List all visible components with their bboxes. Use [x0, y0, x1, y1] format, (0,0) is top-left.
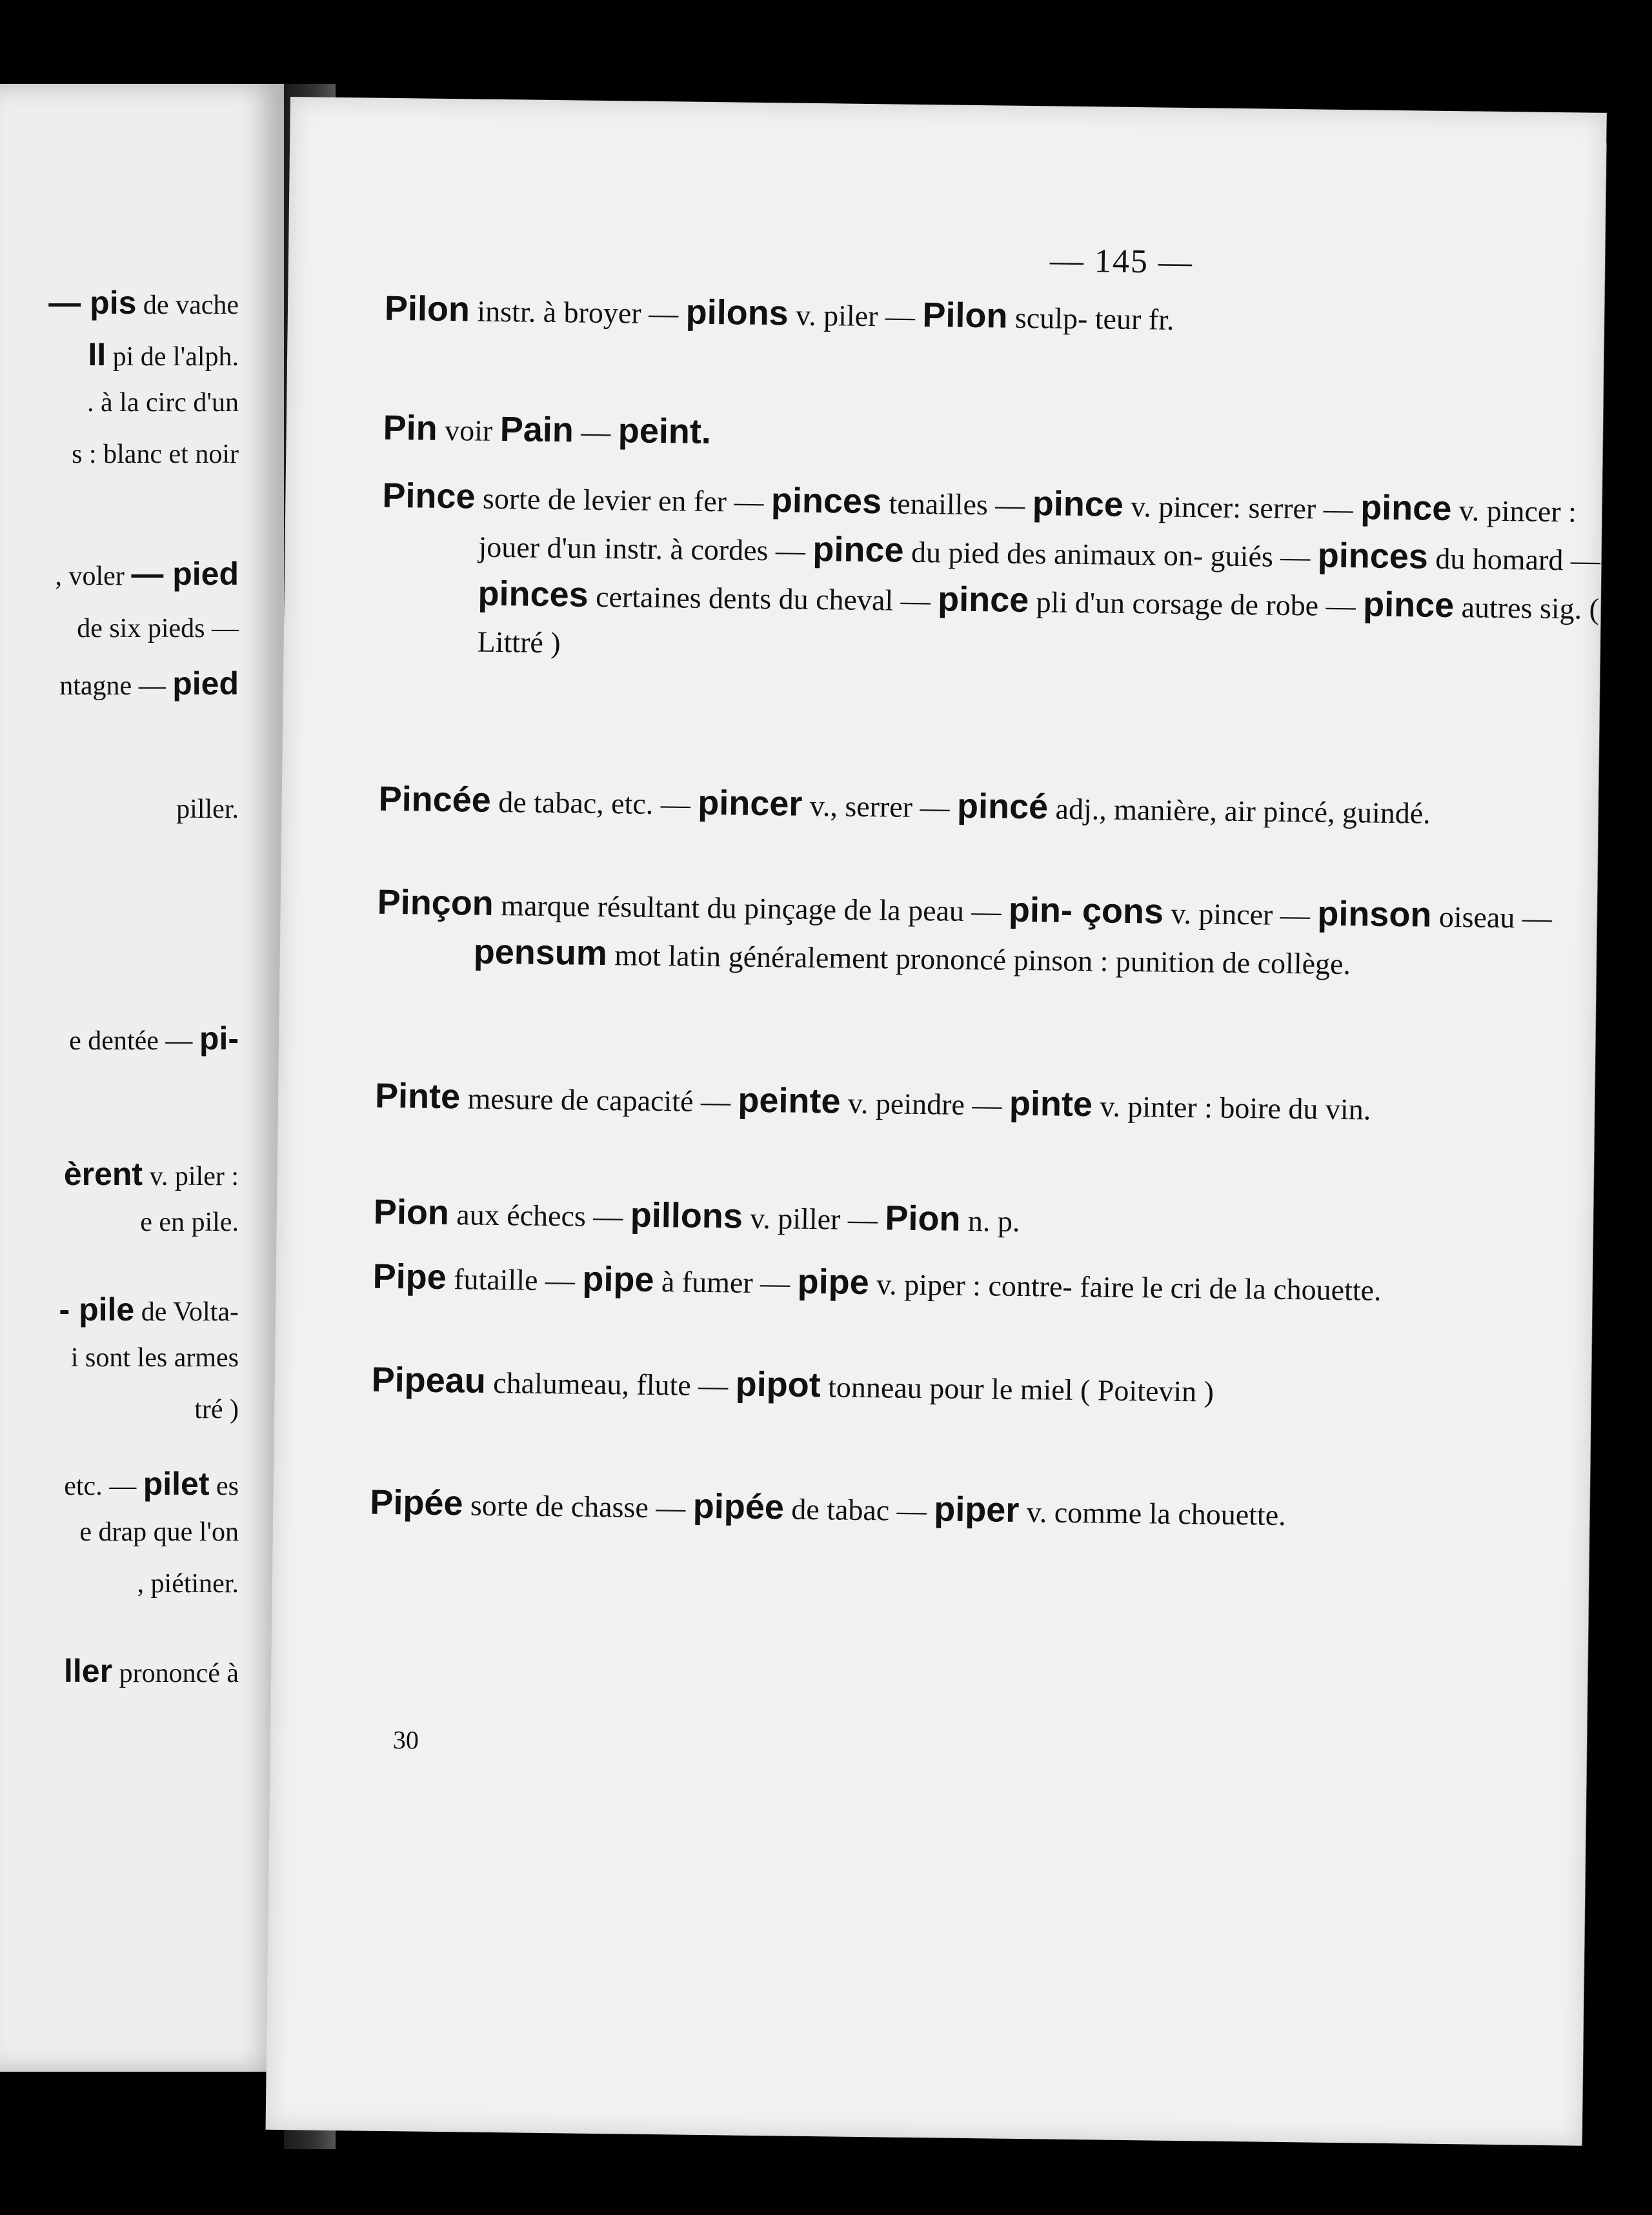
entry-keyword: peinte	[738, 1080, 841, 1121]
entry-headword: Pipeau	[371, 1360, 487, 1401]
left-page-line	[79, 1517, 239, 1548]
entry-headword: Pin	[383, 408, 438, 448]
entry-keyword: peint.	[618, 411, 712, 452]
dictionary-entry	[376, 879, 1636, 991]
entry-definition: sorte de chasse —	[463, 1488, 694, 1524]
dictionary-entry	[380, 472, 1640, 680]
entry-definition: v. piller —	[742, 1201, 885, 1237]
entry-headword: Pilon	[384, 288, 470, 329]
entry-definition: v. pincer : jouer d'un instr. à cordes —	[478, 494, 1577, 567]
entry-definition: v. pincer: serrer —	[1123, 489, 1361, 526]
entry-definition: tonneau pour le miel ( Poitevin )	[820, 1370, 1214, 1408]
entry-keyword: pillons	[630, 1195, 743, 1236]
left-page-line	[137, 1568, 239, 1599]
left-line-text: e drap que l'on	[79, 1517, 239, 1547]
entry-definition: v., serrer —	[802, 789, 958, 824]
dictionary-entry	[383, 405, 1642, 469]
left-line-text: piller.	[176, 794, 239, 824]
left-page-line	[77, 613, 239, 644]
dictionary-entry	[373, 1189, 1632, 1253]
entry-headword: Pipe	[372, 1257, 447, 1297]
entry-headword: Pinte	[374, 1076, 461, 1117]
entry-keyword: pinces	[478, 574, 589, 614]
entry-keyword: pilons	[685, 292, 789, 333]
left-line-text: , piétiner.	[137, 1569, 239, 1599]
left-line-text: e dentée —	[69, 1026, 199, 1056]
entry-definition: à fumer —	[654, 1265, 798, 1300]
entry-keyword: Pilon	[922, 295, 1008, 336]
right-page	[266, 97, 1607, 2146]
entry-definition: v. piper : contre- faire le cri de la chouette.	[869, 1268, 1382, 1307]
entry-definition: tenailles —	[881, 487, 1033, 522]
left-page-line	[59, 665, 239, 702]
dictionary-entry	[378, 776, 1637, 840]
entry-keyword: pipe	[797, 1262, 870, 1302]
entry-keyword: piper	[933, 1490, 1020, 1530]
entry-keyword: pince	[1362, 585, 1455, 625]
entry-keyword: pinces	[771, 481, 882, 521]
left-line-bold: èrent	[63, 1156, 143, 1192]
entry-keyword: pincer	[697, 783, 803, 824]
left-page-line	[64, 1652, 239, 1690]
entry-definition: du pied des animaux on- guiés —	[903, 535, 1318, 574]
entry-definition: mot latin généralement prononcé pinson : punition de collège.	[607, 938, 1351, 981]
entry-keyword: pipée	[692, 1486, 785, 1527]
entry-keyword: Pion	[885, 1199, 961, 1239]
left-page-line	[176, 794, 239, 825]
left-page-line	[71, 1342, 239, 1373]
entry-definition: mesure de capacité —	[459, 1082, 738, 1118]
entry-keyword: pinson	[1317, 894, 1432, 935]
left-line-bold: - pile	[59, 1291, 135, 1328]
entry-definition: adj., manière, air pincé, guindé.	[1047, 792, 1431, 830]
entry-definition: aux échecs —	[448, 1198, 631, 1233]
dictionary-entry	[375, 1073, 1634, 1137]
entry-keyword: pinte	[1009, 1084, 1093, 1124]
left-page-line	[88, 336, 239, 373]
signature-mark: 30	[392, 1725, 419, 1755]
left-line-text: etc. —	[64, 1472, 143, 1501]
entry-keyword: pincé	[956, 786, 1049, 827]
entry-definition: voir	[437, 413, 501, 448]
entry-headword: Pipée	[370, 1482, 463, 1523]
left-line-text: de six pieds —	[77, 614, 239, 643]
left-line-text: es	[209, 1472, 239, 1501]
left-page-line	[87, 387, 239, 418]
left-line-text: de vache	[136, 290, 239, 320]
entry-headword: Pion	[373, 1192, 450, 1233]
entry-definition: v. comme la chouette.	[1018, 1495, 1287, 1532]
left-line-bold: pilet	[143, 1466, 210, 1502]
left-line-text: e en pile.	[140, 1208, 239, 1237]
entry-definition: de tabac, etc. —	[490, 785, 698, 821]
entry-keyword: pince	[1032, 484, 1124, 524]
left-line-bold: ller	[64, 1653, 113, 1689]
dictionary-entry	[370, 1479, 1629, 1543]
page-number: — 145 —	[1049, 242, 1194, 281]
entry-definition: v. piler —	[788, 298, 923, 333]
entry-headword: Pinçon	[377, 882, 494, 923]
dictionary-entry	[371, 1357, 1630, 1421]
entry-definition: n. p.	[960, 1204, 1020, 1238]
entry-definition: v. peindre —	[840, 1086, 1010, 1122]
left-line-text: pi de l'alph.	[106, 342, 239, 372]
left-line-text: , voler	[55, 561, 132, 591]
entry-definition: du homard —	[1427, 541, 1601, 577]
entry-keyword: pince	[937, 580, 1029, 620]
left-line-text: i sont les armes	[70, 1343, 239, 1373]
dictionary-entry	[385, 285, 1644, 349]
entry-definition: instr. à broyer —	[469, 294, 686, 330]
entry-definition: sculp- teur fr.	[1007, 301, 1174, 336]
entry-definition: v. pincer —	[1163, 896, 1318, 932]
entry-definition: marque résultant du pinçage de la peau —	[493, 888, 1009, 928]
left-line-bold: II	[88, 336, 106, 372]
left-page-line	[140, 1207, 239, 1238]
left-line-text: s : blanc et noir	[72, 440, 239, 469]
left-page-line	[64, 1155, 239, 1193]
entry-keyword: Pain	[499, 410, 574, 450]
entry-definition: pli d'un corsage de robe —	[1028, 585, 1364, 623]
left-page-line	[48, 284, 239, 321]
entry-headword: Pince	[382, 476, 476, 516]
entry-keyword: pin- çons	[1008, 890, 1164, 931]
entry-headword: Pincée	[378, 779, 492, 820]
left-page-line	[194, 1394, 239, 1425]
left-line-bold: — pis	[48, 285, 137, 321]
entry-keyword: pipe	[582, 1259, 654, 1300]
entry-definition: de tabac —	[783, 1492, 934, 1528]
entry-keyword: pinces	[1317, 536, 1429, 576]
entry-definition: futaille —	[446, 1262, 583, 1297]
left-line-text: . à la circ d'un	[87, 388, 239, 418]
left-page-line	[69, 1020, 239, 1057]
entry-keyword: pensum	[473, 932, 608, 973]
left-line-text: tré )	[194, 1395, 239, 1424]
left-line-text: ntagne —	[59, 671, 173, 701]
entry-keyword: pipot	[735, 1364, 821, 1405]
left-line-text: de Volta-	[134, 1297, 239, 1327]
entry-definition: sorte de levier en fer —	[475, 481, 772, 519]
left-page-line	[64, 1465, 239, 1502]
entry-definition: —	[573, 415, 619, 449]
entry-keyword: pince	[1360, 488, 1452, 529]
entry-definition: chalumeau, flute —	[485, 1366, 736, 1402]
left-line-bold: pied	[172, 665, 239, 702]
entry-definition: v. pinter : boire du vin.	[1092, 1089, 1371, 1126]
left-page-line	[59, 1291, 239, 1328]
left-page-line	[55, 555, 239, 592]
entry-definition: oiseau —	[1431, 900, 1553, 935]
left-line-text: prononcé à	[112, 1659, 239, 1688]
left-page-line	[72, 439, 239, 470]
entry-keyword: pince	[812, 529, 904, 570]
left-line-bold: pi-	[199, 1020, 239, 1057]
left-line-text: v. piler :	[143, 1162, 239, 1191]
left-page	[0, 84, 284, 2072]
entry-definition: autres sig. ( Littré )	[477, 591, 1600, 660]
left-line-bold: — pied	[131, 556, 239, 592]
entry-definition: certaines dents du cheval —	[588, 580, 938, 618]
dictionary-entry	[372, 1253, 1631, 1317]
